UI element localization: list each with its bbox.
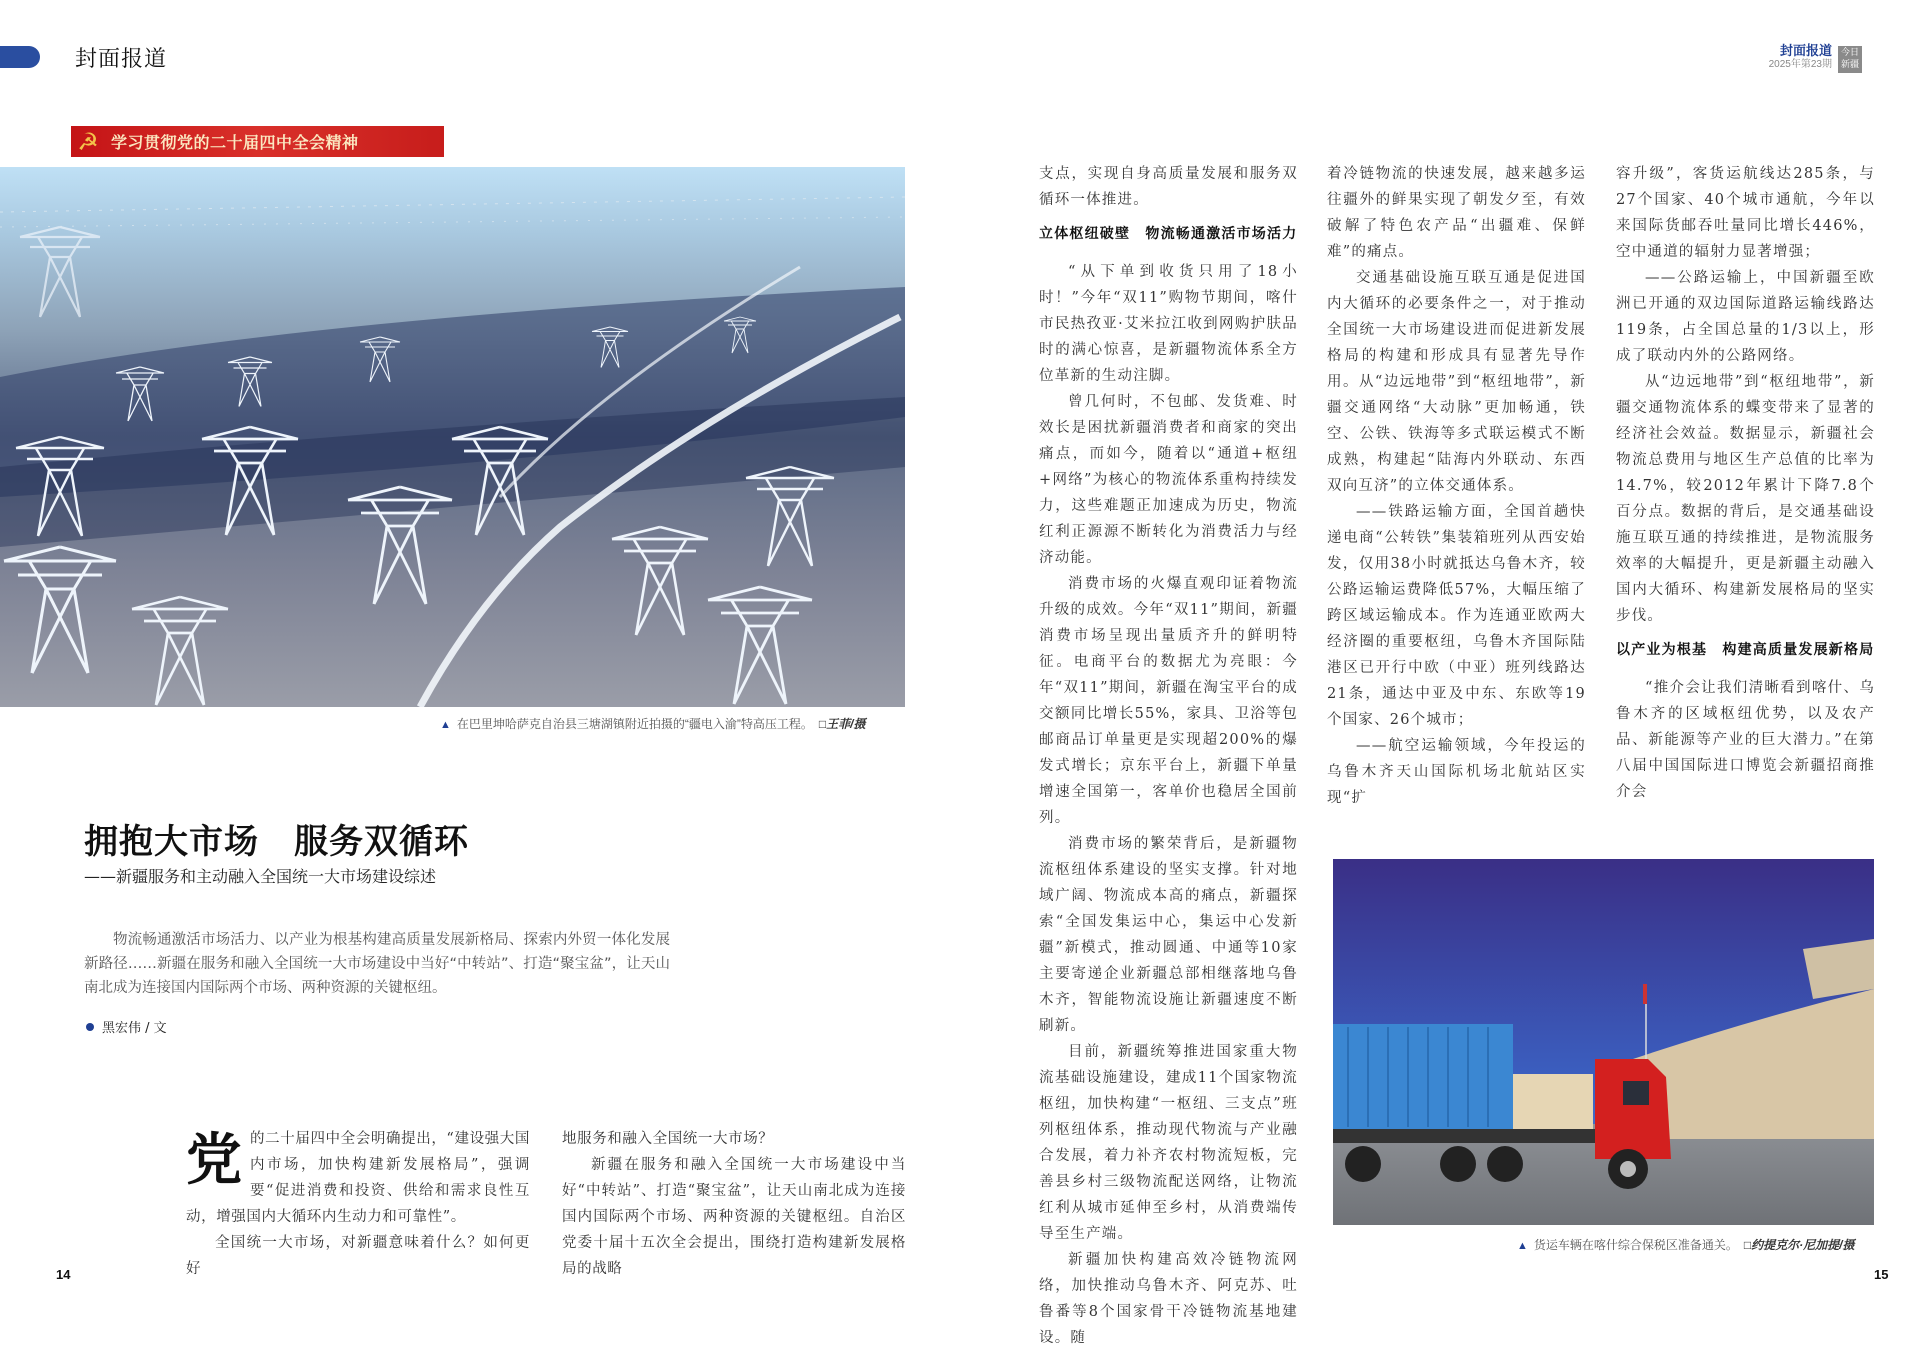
article-lead: 物流畅通激活市场活力、以产业为根基构建高质量发展新格局、探索内外贸一体化发展新路径……新疆在服务和融入全国统一大市场建设中当好“中转站”、打造“聚宝盆”，让天山南北成为连接国内国际两个市场、两种资源的关键枢纽。 xyxy=(84,932,670,996)
paragraph: “从下单到收货只用了18小时！”今年“双11”购物节期间，喀什市民热孜亚·艾米拉江收到网购护肤品时的满心惊喜，是新疆物流体系全方位革新的生动注脚。 xyxy=(1039,264,1298,384)
right-body-col3 xyxy=(1616,161,1875,805)
photo-credit: □王菲/摄 xyxy=(818,717,866,731)
section-tab-marker xyxy=(0,46,40,68)
paragraph: 新疆在服务和融入全国统一大市场建设中当好“中转站”、打造“聚宝盆”，让天山南北成为连接国内国际两个市场、两种资源的关键枢纽。自治区党委十届十五次全会提出，围绕打造构建新发展格局的战略 xyxy=(562,1157,906,1277)
paragraph: 着冷链物流的快速发展，越来越多运往疆外的鲜果实现了朝发夕至，有效破解了特色农产品“出疆难、保鲜难”的痛点。 xyxy=(1327,166,1586,260)
page-number-right: 15 xyxy=(1874,1267,1889,1282)
right-body-col1 xyxy=(1039,161,1298,1351)
background-building xyxy=(1503,1074,1593,1129)
paragraph: 消费市场的火爆直观印证着物流升级的成效。今年“双11”期间，新疆消费市场呈现出量质齐升的鲜明特征。电商平台的数据尤为亮眼：今年“双11”期间，新疆在淘宝平台的成交额同比增长55%，家具、卫浴等包邮商品订单量更是实现超200%的爆发式增长；京东平台上，新疆下单量增速全国第一，客单价也稳居全国前列。 xyxy=(1039,576,1298,826)
paragraph: “推介会让我们清晰看到喀什、乌鲁木齐的区域枢纽优势，以及农产品、新能源等产业的巨大潜力。”在第八届中国国际进口博览会新疆招商推介会 xyxy=(1616,680,1875,800)
right-body-col2 xyxy=(1327,161,1586,811)
section-heading: 立体枢纽破壁 物流畅通激活市场活力 xyxy=(1039,226,1298,242)
theme-banner xyxy=(71,126,444,157)
running-header xyxy=(1769,44,1832,71)
issue-number: 2025年第23期 xyxy=(1768,59,1832,70)
caption-text: 在巴里坤哈萨克自治县三塘湖镇附近拍摄的“疆电入渝”特高压工程。 xyxy=(456,717,813,731)
magazine-logo xyxy=(1838,46,1862,73)
banner-text: 学习贯彻党的二十届四中全会精神 xyxy=(111,133,359,152)
paragraph: 地服务和融入全国统一大市场？ xyxy=(562,1131,774,1147)
photo2-caption xyxy=(1517,1236,1855,1253)
bullet-dot-icon xyxy=(86,1023,94,1031)
caption-text: 货运车辆在喀什综合保税区准备通关。 xyxy=(1533,1238,1738,1252)
paragraph: 全国统一大市场，对新疆意味着什么？如何更好 xyxy=(186,1235,530,1277)
page-number-left: 14 xyxy=(56,1267,71,1282)
paragraph: 从“边远地带”到“枢纽地带”，新疆交通物流体系的蝶变带来了显著的经济社会效益。数据显示，新疆社会物流总费用与地区生产总值的比率为14.7%，较2012年累计下降7.8个百分点。数据的背后，是交通基础设施互联互通的持续推进，是物流服务效率的大幅提升，更是新疆主动融入国内大循环、构建新发展格局的坚实步伐。 xyxy=(1616,374,1875,624)
left-body-col2 xyxy=(562,1126,906,1282)
author: 黑宏伟 / 文 xyxy=(102,1021,167,1036)
paragraph: 支点，实现自身高质量发展和服务双循环一体推进。 xyxy=(1039,166,1298,208)
magazine-logo-text: 今日新疆 xyxy=(1840,48,1859,70)
shipping-container xyxy=(1333,1024,1513,1129)
paragraph: 新疆加快构建高效冷链物流网络，加快推动乌鲁木齐、阿克苏、吐鲁番等8个国家骨干冷链物流基地建设。随 xyxy=(1039,1252,1298,1346)
paragraph: ——航空运输领域，今年投运的乌鲁木齐天山国际机场北航站区实现“扩 xyxy=(1327,738,1586,806)
party-emblem-icon: ☭ xyxy=(77,127,99,156)
truck-cab xyxy=(1595,1059,1671,1159)
paragraph: ——公路运输上，中国新疆至欧洲已开通的双边国际道路运输线路达119条，占全国总量的1/3以上，形成了联动内外的公路网络。 xyxy=(1616,270,1875,364)
article-subtitle: ——新疆服务和主动融入全国统一大市场建设综述 xyxy=(84,867,437,886)
caption-triangle-icon: ▲ xyxy=(1517,1240,1528,1252)
section-title-right: 封面报道 xyxy=(1779,44,1832,59)
photo-freight-truck xyxy=(1333,859,1874,1225)
article-title: 拥抱大市场 服务双循环 xyxy=(84,822,469,862)
paragraph: 曾几何时，不包邮、发货难、时效长是困扰新疆消费者和商家的突出痛点，而如今，随着以“通道+枢纽+网络”为核心的物流体系重构持续发力，这些难题正加速成为历史，物流红利正源源不断转化为消费活力与经济动能。 xyxy=(1039,394,1298,566)
paragraph: 的二十届四中全会明确提出，“建设强大国内市场，加快构建新发展格局”，强调要“促进消费和投资、供给和需求良性互动，增强国内大循环内生动力和可靠性”。 xyxy=(186,1131,530,1225)
paragraph: 目前，新疆统筹推进国家重大物流基础设施建设，建成11个国家物流枢纽，加快构建“一枢纽、三支点”班列枢纽体系，推动现代物流与产业融合发展，着力补齐农村物流短板，完善县乡村三级物流配送网络，让物流红利从城市延伸至乡村，从消费端传导至生产端。 xyxy=(1039,1044,1298,1242)
paragraph: 交通基础设施互联互通是促进国内大循环的必要条件之一，对于推动全国统一大市场建设进而促进新发展格局的构建和形成具有显著先导作用。从“边远地带”到“枢纽地带”，新疆交通网络“大动脉”更加畅通，铁空、公铁、铁海等多式联运模式不断成熟，构建起“陆海内外联动、东西双向互济”的立体交通体系。 xyxy=(1327,270,1586,494)
section-heading: 以产业为根基 构建高质量发展新格局 xyxy=(1616,642,1875,658)
left-body-col1 xyxy=(186,1126,530,1282)
drop-cap: 党 xyxy=(186,1127,243,1193)
section-title: 封面报道 xyxy=(75,47,168,72)
byline xyxy=(86,1017,167,1036)
paragraph: 容升级”，客货运航线达285条，与27个国家、40个城市通航，今年以来国际货邮吞吐量同比增长446%，空中通道的辐射力显著增强； xyxy=(1616,166,1875,260)
paragraph: ——铁路运输方面，全国首趟快递电商“公转铁”集装箱班列从西安始发，仅用38小时就抵达乌鲁木齐，较公路运输运费降低57%，大幅压缩了跨区域运输成本。作为连通亚欧两大经济圈的重要枢纽，乌鲁木齐国际陆港区已开行中欧（中亚）班列线路达21条，通达中亚及中东、东欧等19个国家、26个城市； xyxy=(1327,504,1586,728)
photo-power-transmission-lines xyxy=(0,167,905,707)
paragraph: 消费市场的繁荣背后，是新疆物流枢纽体系建设的坚实支撑。针对地域广阔、物流成本高的痛点，新疆探索“全国发集运中心，集运中心发新疆”新模式，推动圆通、中通等10家主要寄递企业新疆总部相继落地乌鲁木齐，智能物流设施让新疆速度不断刷新。 xyxy=(1039,836,1298,1034)
photo1-caption xyxy=(440,715,865,732)
caption-triangle-icon: ▲ xyxy=(440,719,451,731)
photo-credit: □约提克尔·尼加提/摄 xyxy=(1743,1238,1855,1252)
